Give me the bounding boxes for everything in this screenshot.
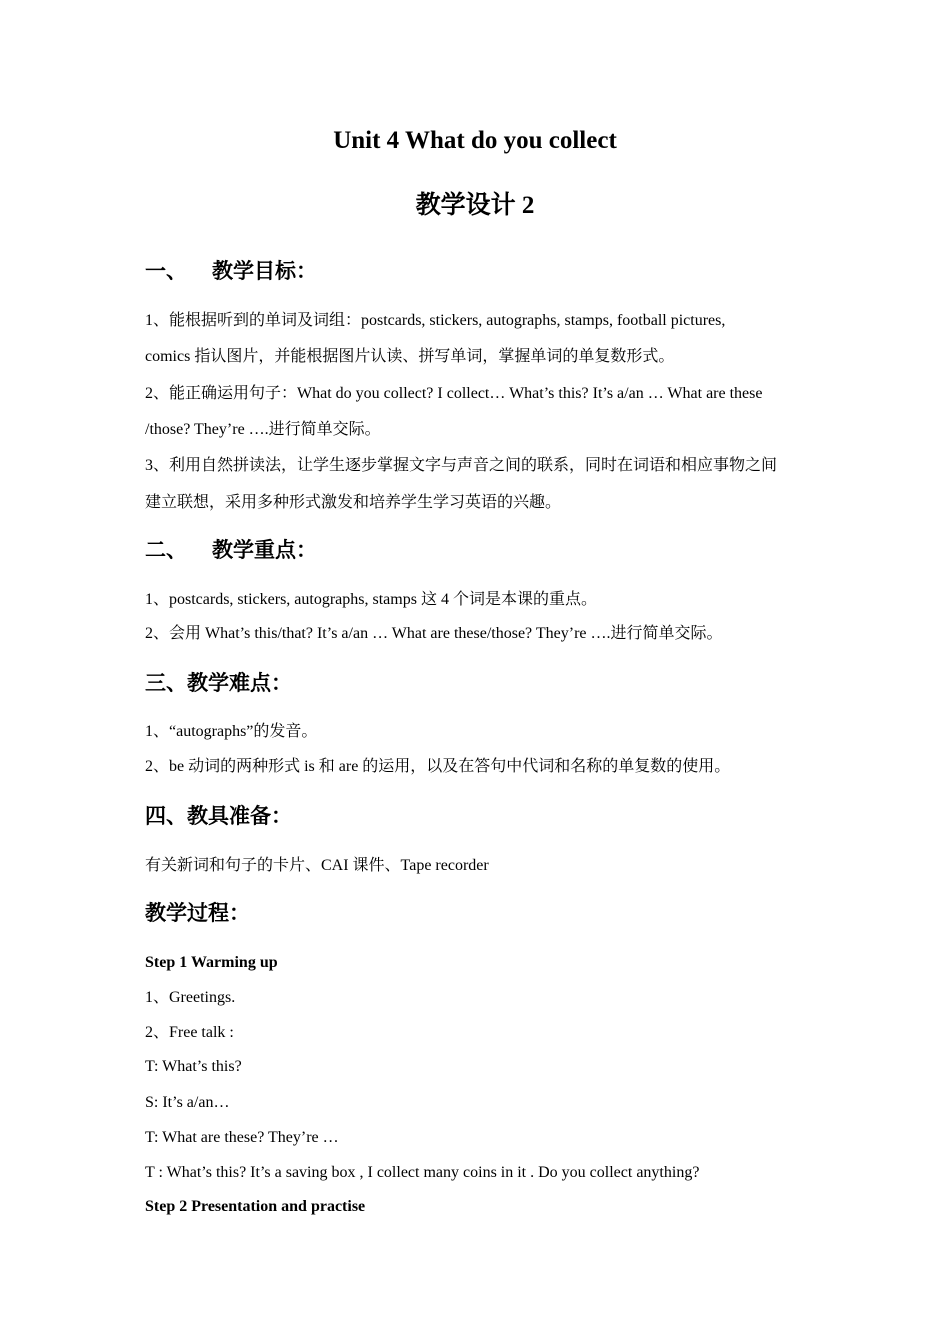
section-title: 教学重点： [212, 538, 317, 562]
key-point-line: 1、postcards, stickers, autographs, stamps 这 4 个词是本课的重点。 [145, 591, 597, 608]
objective-line: comics 指认图片，并能根据图片认读、拼写单词，掌握单词的单复数形式。 [145, 348, 675, 365]
section-heading-materials: 四、教具准备： [145, 804, 292, 828]
process-line: S: It’s a/an… [145, 1094, 230, 1111]
objective-line: 建立联想，采用多种形式激发和培养学生学习英语的兴趣。 [145, 494, 562, 511]
section-heading-process: 教学过程： [145, 901, 250, 925]
key-point-line: 2、会用 What’s this/that? It’s a/an … What are these/those? They’re ….进行简单交际。 [145, 625, 723, 642]
difficulty-line: 1、“autographs”的发音。 [145, 723, 318, 740]
process-line: T: What’s this? [145, 1058, 242, 1075]
section-number: 一、 [145, 259, 187, 283]
process-line: 1、Greetings. [145, 989, 236, 1006]
section-title: 教学目标： [212, 259, 317, 283]
document-title: Unit 4 What do you collect [333, 127, 617, 154]
step-2-heading: Step 2 Presentation and practise [145, 1198, 366, 1215]
document-subtitle: 教学设计 2 [415, 192, 535, 219]
objective-line: /those? They’re ….进行简单交际。 [145, 421, 381, 438]
section-number: 二、 [145, 538, 187, 562]
difficulty-line: 2、be 动词的两种形式 is 和 are 的运用，以及在答句中代词和名称的单复数的使用。 [145, 758, 731, 775]
section-heading-difficulties: 三、教学难点： [145, 671, 292, 695]
process-line: T : What’s this? It’s a saving box , I collect many coins in it . Do you collect anything? [145, 1164, 700, 1181]
objective-line: 3、利用自然拼读法，让学生逐步掌握文字与声音之间的联系，同时在词语和相应事物之间 [145, 457, 778, 474]
objective-line: 2、能正确运用句子：What do you collect? I collect… What’s this? It’s a/an … What are these [145, 385, 763, 402]
process-line: T: What are these? They’re … [145, 1129, 339, 1146]
section-heading-objectives [145, 258, 317, 284]
step-1-heading: Step 1 Warming up [145, 954, 278, 971]
process-line: 2、Free talk : [145, 1024, 234, 1041]
materials-line: 有关新词和句子的卡片、CAI 课件、Tape recorder [145, 857, 489, 874]
section-heading-key-points [145, 537, 317, 563]
objective-line: 1、能根据听到的单词及词组：postcards, stickers, autographs, stamps, football pictures, [145, 312, 726, 329]
